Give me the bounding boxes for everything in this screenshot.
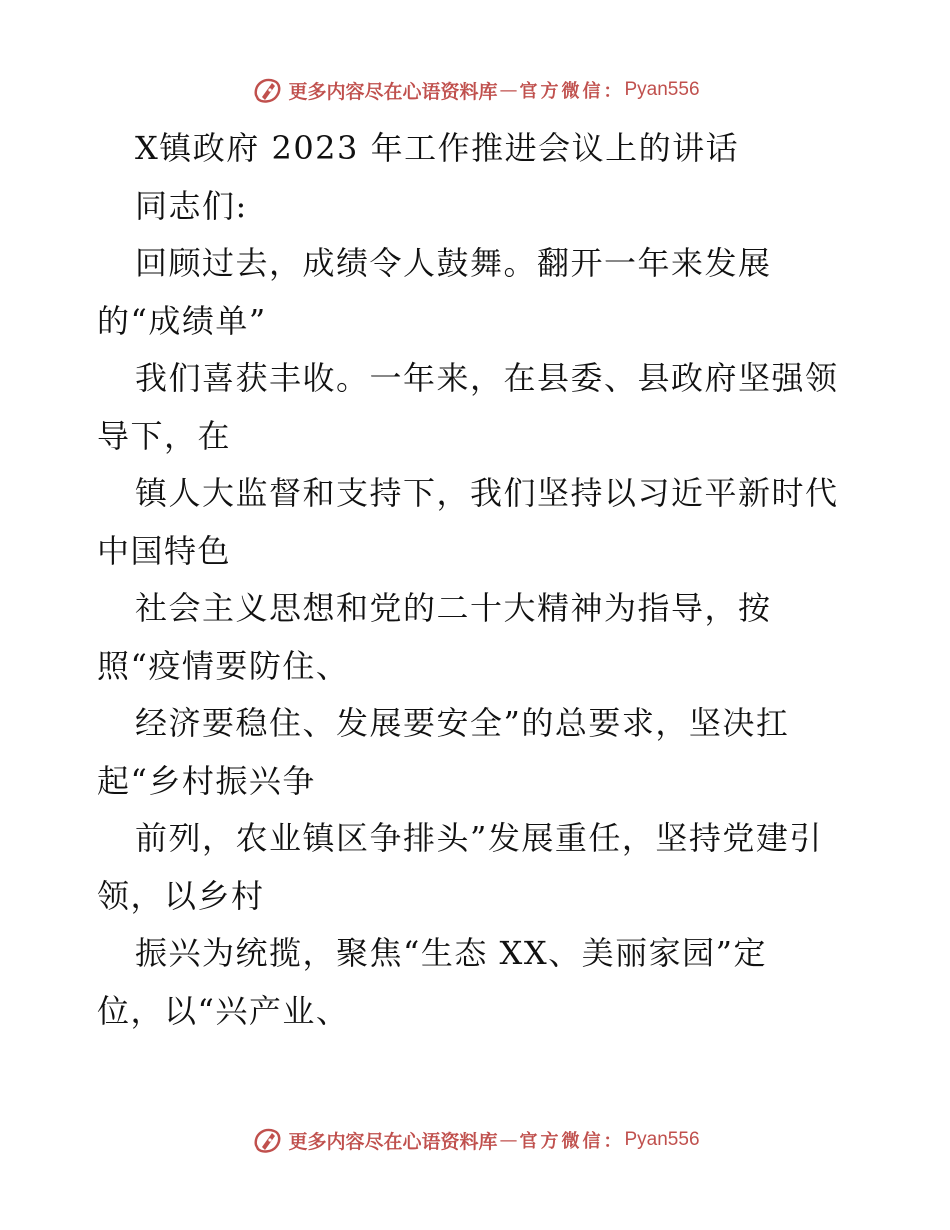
header-site-text: 更多内容尽在心语资料库 <box>288 80 498 103</box>
footer-separator: — <box>499 1129 518 1151</box>
text-line: 的“成绩单” <box>97 301 267 340</box>
text-line: 回顾过去，成绩令人鼓舞。翻开一年来发展 <box>135 244 772 282</box>
text-line: 照“疫情要防住、 <box>97 646 350 685</box>
pen-nib-logo-icon <box>250 1123 284 1157</box>
footer-wechat-label: 官方微信： <box>519 1131 625 1152</box>
text-line: 经济要稳住、发展要安全”的总要求，坚决扛 <box>135 704 790 742</box>
footer-wechat-id: Pyan556 <box>624 1129 700 1150</box>
text-line: 镇人大监督和支持下，我们坚持以习近平新时代 <box>135 474 839 512</box>
document-title: X镇政府 2023 年工作推进会议上的讲话 <box>135 129 740 167</box>
text-line: 我们喜获丰收。一年来，在县委、县政府坚强领 <box>135 359 839 397</box>
text-line: 起“乡村振兴争 <box>97 761 316 800</box>
text-line: 社会主义思想和党的二十大精神为指导，按 <box>135 589 772 627</box>
text-line: 前列，农业镇区争排头”发展重任，坚持党建引 <box>135 819 823 857</box>
text-line: 位，以“兴产业、 <box>97 991 350 1030</box>
text-line: 振兴为统揽，聚焦“生态 XX、美丽家园”定 <box>135 934 767 972</box>
pen-nib-logo-icon <box>250 73 284 107</box>
text-line: 中国特色 <box>97 531 232 570</box>
header-separator: — <box>499 79 518 101</box>
footer-site-text: 更多内容尽在心语资料库 <box>288 1130 498 1153</box>
header-wechat-label: 官方微信： <box>519 81 625 102</box>
salutation: 同志们: <box>135 186 248 225</box>
header-wechat-id: Pyan556 <box>624 79 700 100</box>
text-line: 导下，在 <box>97 416 232 455</box>
header-banner <box>0 72 950 108</box>
footer-banner <box>0 1122 950 1158</box>
document-body <box>97 120 857 1040</box>
text-line: 领，以乡村 <box>97 876 265 915</box>
